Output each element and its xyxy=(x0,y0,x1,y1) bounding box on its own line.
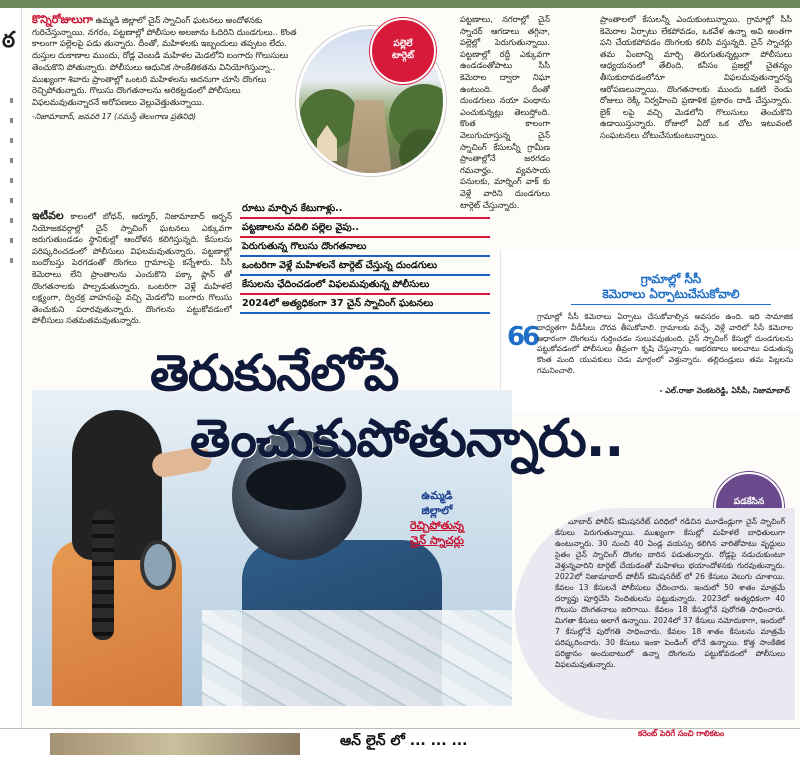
highlight-line: 2024లో అత్యధికంగా 37 చైన్ స్నాచింగ్ ఘటనలు xyxy=(240,295,490,314)
right-column-text: ప్రాంతాలలో కేసులన్నీ ఎందుకుంటున్నాయి. గ్రామాల్లో సీసీ కెమెరాల ఏర్పాటు లేకపోవడం, ఒకవేళ ఉన్నా అవి అంతగా పని చేయకపోవడం దొంగలకు కలిసి వస్తున్నది. చైన్ స్నాచర్లు తమ ఏంబాన్ని మార్చి తిరుగుతున్నట్లుగా పోలీసులు ఆధ్యయనంలో తేలింది. కనీసం ప్రజల్లో చైతన్యం తీసుకురావడంలోనూ విఫలమవుతున్నారన్న ఆరోపణలున్నాయి. దొంగతనాలకు ముందు ఒకటి రెండు రోజులు రెక్కీ నిర్వహించి ప్రణాళిక ప్రకారం దాడి చేస్తున్నారు. బైక్ లపై వచ్చి మెడలోని గొలుసులు తెంచుకొని ఉడాయిస్తున్నారు. రోజులో ఏదో ఒక చోట ఇటువంటి సంఘటనలు చోటుచేసుకుంటున్నాయి. xyxy=(600,14,792,140)
margin-tick xyxy=(10,118,13,123)
highlight-line: రూటు మార్చిన కేటుగాళ్లు.. xyxy=(240,200,490,219)
subhead-line2: జిల్లాలో xyxy=(421,504,453,517)
main-headline xyxy=(30,342,720,502)
subhead-line4: చైన్ స్నాచర్లు xyxy=(410,534,464,547)
subheadline xyxy=(372,488,502,548)
next-article-strip xyxy=(0,728,800,757)
margin-tick xyxy=(10,218,13,223)
margin-tick xyxy=(10,238,13,243)
next-article-photo xyxy=(50,733,300,755)
left-margin xyxy=(0,8,22,728)
highlight-lines xyxy=(240,200,490,314)
highlight-line: ఒంటరిగా వెళ్లే మహిళలనే టార్గెట్ చేస్తున్న దుండగులు xyxy=(240,257,490,276)
quote-signature: - ఎల్.రాజా వెంకటరెడ్డి, ఏసీపీ, నిజామాబాద్ xyxy=(659,386,790,395)
headline-line1: తెరుకునేలోపే xyxy=(150,344,399,402)
statistics-paragraph: నిజామాబాద్ పోలీస్ కమిషనరేట్ పరిధిలో గడిచిన మూడేండ్లుగా చైన్ స్నాచింగ్ కేసులు పెరుగుతున్నాయి. ముఖ్యంగా కేసుల్లో మహిళలే బాధితులుగా ఉంటున్నారు. 30 నుంచి 40 ఏండ్ల వయస్సు కలిగిన వారితోపాటు వృద్ధులు సైతం చైన్ స్నాచింగ్ దొంగల బారిన పడుతున్నారు. రోడ్లపై నడుచుకుంటూ వెళ్తున్నవారిని టార్గెట్ చేయడంతో మహిళలు భయాందోళనకు గురవుతున్నారు. 2022లో నిజామాబాద్ పోలీస్ కమిషనరేట్ లో 26 కేసులు వెలుగు చూశాయి. కేవలం 13 కేసులనే పోలీసులు ఛేదించారు. ఇందులో 50 శాతం మాత్రమే దర్యాప్తు పూర్తిచేసి నిందితులను పట్టుకున్నారు. 2023లో అత్యధికంగా 40 గొలుసు దొంగతనాలు జరిగాయి. కేవలం 18 కేసుల్లోనే పురోగతి సాధించారు. మిగతా కేసులు అలాగే ఉన్నాయి. 2024లో 37 కేసులు నమోదుకాగా, ఇందులో 7 కేసుల్లోనే పురోగతి సాధించారు. కేవలం 18 శాతం కేసులను మాత్రమే పరిష్కరించారు. 30 కేసులు ఇంకా పెండింగ్ లోనే ఉన్నాయి. కొత్త సాంకేతిక పరిజ్ఞానం అందుబాటులో ఉన్నా దొంగలను పట్టుకోవడంలో పోలీసులు విఫలమవుతున్నారు. xyxy=(515,508,795,720)
headline-line2: తెంచుకుపోతున్నారు.. xyxy=(190,409,624,469)
target-badge xyxy=(370,18,436,84)
investigation-badge-line1: పడకేసిన xyxy=(733,497,765,507)
highlight-line: కేసులను ఛేదించడంలో విఫలమవుతున్న పోలీసులు xyxy=(240,276,490,295)
target-badge-line2: టార్గెట్ xyxy=(391,51,415,61)
margin-tick xyxy=(10,98,13,103)
margin-tick xyxy=(10,198,13,203)
quote-body: గ్రామాల్లో సీసీ కెమెరాలు ఏర్పాటు చేసుకోవాల్సిన అవసరం ఉంది. ఇది సామాజిక బాధ్యతగా వీడీసీలు చొరవ తీసుకోవాలి. గ్రామాలకు వచ్చే, వెళ్లే వారిలో సీసీ కెమెరాల ఆధారంగా దొంగలను గుర్తించడం సులువవుతుంది. చైన్ స్నాచింగ్ కేసుల్లో దుండగులను పట్టుకోవడంలో పోలీసులు తీవ్రంగా కృషి చేస్తున్నారు. ఆభరణాలు అలవాటు పడుతున్న కొంత మంది యువకులు చెడు మార్గంలో వెళ్తున్నారు. తల్లిదండ్రులు తమ పిల్లలను గమనించాలి. xyxy=(537,312,793,375)
margin-tick xyxy=(10,178,13,183)
subhead-line3: రెచ్చిపోతున్న xyxy=(410,519,464,532)
lede-paragraph xyxy=(32,14,304,204)
top-photo-strip xyxy=(0,0,800,8)
highlight-line: పెరుగుతున్న గొలుసు దొంగతనాలు xyxy=(240,238,490,257)
margin-tick xyxy=(10,158,13,163)
quote-heading-line2: కెమెరాలు ఏర్పాటుచేసుకోవాలి xyxy=(602,287,740,301)
tree-shape xyxy=(399,129,446,176)
margin-symbol: ఠ xyxy=(2,28,16,53)
second-left-text: కాలంలో బోధన్, ఆర్మూర్, నిజామాబాద్ అర్బన్ నియోజకవర్గాల్లో చైన్ స్నాచింగ్ ఘటనలు ఎక్కువగా జరుగుతుండడం స్థానికుల్లో ఆందోళన కలిగిస్తున్నది. కేసులను పరిష్కరించడంలో పోలీసులు విఫలమవుతున్నారు. పట్టణాల్లో బందోబస్తు పెరగడంతో దొంగలు గ్రామాలపై కన్నేశారు. సీసీ కెమెరాలు లేని ప్రాంతాలను ఎంచుకొని పక్కా ప్లాన్ తో దొంగతనాలకు పాల్పడుతున్నారు. ఒంటరిగా వెళ్లే మహిళలే లక్ష్యంగా, ద్విచక్ర వాహనంపై వచ్చి మెడలోని బంగారు గొలుసు తెంచుకుని పరారవుతున్నారు. దొంగలను పట్టుకోవడంలో పోలీసులు సతమతమవుతున్నారు. xyxy=(32,211,232,326)
margin-tick xyxy=(10,138,13,143)
quote-heading-line1: గ్రామాల్లో సీసీ xyxy=(640,272,702,286)
braid-shape xyxy=(92,510,114,640)
quote-heading xyxy=(571,272,771,305)
quote-marks-icon: 66 xyxy=(507,322,538,352)
next-article-tag: కరెంట్ పెరిగే సంచి గాలికటం xyxy=(638,729,725,738)
lede-text: ఉమ్మడి జిల్లాలో చైన్ స్నాచింగ్ ఘటనలు అందోళనకు గురిచేస్తున్నాయి. నగరం, పట్టణాల్లో పోలీసుల అలజాను ఓదిరిని దుండగులు.. కొంత కాలంగా పల్లెలపై పడు తున్నారు. దీంతో, మహిళలకు ఇబ్బందులు తప్పటం లేదు. దుస్తుల దుకాణాల ముందు, రోడ్ల వెంబడి మహిళల మెడలోని బంగారు గొలుసులు తెంచుకొని పోతున్నారు. పోలీసులు ఆధునిక సాంకేతికతను వినియోగిస్తున్నా.. ముఖ్యంగా శివారు ప్రాంతాల్లో ఒంటరి మహిళలను అదనుగా చూసి దొంగలు రెచ్చిపోతున్నారు. గొలుసు దొంగతనాలను అరికట్టడంలో పోలీసులు విఫలమవుతున్నారనే అరోపణలు వెల్లువెత్తుతున్నాయి. xyxy=(32,15,297,107)
next-article-title: ఆన్ లైన్ లో ... ... ... xyxy=(340,733,468,749)
middle-column-text: పట్టణాలు, నగరాల్లో చైన్ స్నాచర్ ఆగడాలు తగ్గినా, పల్లెల్లో పెరుగుతున్నాయి. పట్టణాల్లో రద్దీ ఎక్కువగా ఉండడంతోపాటు సీసీ కెమెరాల ద్వారా నిఘా ఉంటుంది. దీంతో దుండగులు నయా పంథాను ఎంచుకున్నట్లు తెలుస్తోంది. కొంత కాలంగా వెలుగుచూస్తున్న చైన్ స్నాచింగ్ కేసులన్నీ గ్రామీణ ప్రాంతాల్లోనే జరగడం గమనార్హం. వ్యవసాయ పనులకు, మార్నింగ్ వాక్ కు వెళ్లే వారిని దుండగులు టార్గెట్ చేస్తున్నారు. xyxy=(460,14,550,210)
margin-tick xyxy=(10,258,13,263)
subhead-line1: ఉమ్మడి xyxy=(421,489,453,502)
highlight-line: పట్టణాలను వదిలి పల్లెల వైపు.. xyxy=(240,219,490,238)
target-badge-line1: పల్లెలే xyxy=(393,39,413,49)
scooter-mirror-shape xyxy=(140,540,176,590)
second-lead-word: ఇటీవల xyxy=(32,210,64,222)
lede-lead-word: కొన్నిరోజులుగా xyxy=(32,13,93,26)
dateline: -నిజామాబాద్, జనవరి 17 (నమస్తే తెలంగాణ ప్రతినిధి) xyxy=(32,111,197,121)
currency-notes-shape xyxy=(202,610,512,706)
